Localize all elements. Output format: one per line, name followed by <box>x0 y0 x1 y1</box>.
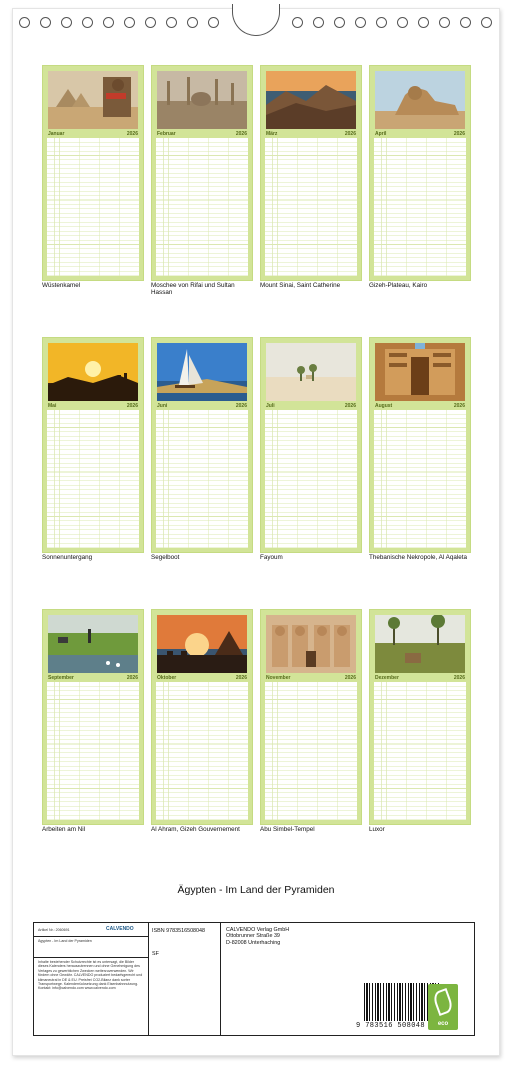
photo-caption: Moschee von Rifai und Sultan Hassan <box>151 282 235 297</box>
desert-sunset-photo <box>48 343 138 401</box>
photo-caption: Fayoum <box>260 554 283 561</box>
felucca-nile-photo <box>157 343 247 401</box>
binding-ring <box>334 17 345 28</box>
nile-farming-photo <box>48 615 138 673</box>
photo-caption: Mount Sinai, Saint Catherine <box>260 282 341 289</box>
month-name: März <box>266 131 278 137</box>
month-panel-september <box>42 609 144 825</box>
camel-pyramids-photo <box>48 71 138 129</box>
month-header <box>47 402 139 410</box>
month-panel-dezember <box>369 609 471 825</box>
sphinx-photo <box>375 71 465 129</box>
month-name: Juli <box>266 403 275 409</box>
day-grid <box>156 138 248 276</box>
binding-ring <box>460 17 471 28</box>
product-code: SF <box>152 951 159 957</box>
binding-ring <box>187 17 198 28</box>
month-year: 2026 <box>453 403 465 409</box>
month-header <box>265 402 357 410</box>
month-year: 2026 <box>126 131 138 137</box>
month-name: Oktober <box>157 675 177 681</box>
spiral-binding <box>0 0 512 40</box>
month-name: Dezember <box>375 675 399 681</box>
abu-simbel-statues-photo <box>266 615 356 673</box>
mosque-cityscape-photo <box>157 71 247 129</box>
binding-ring <box>166 17 177 28</box>
binding-ring <box>61 17 72 28</box>
binding-ring <box>145 17 156 28</box>
calendar-title: Ägypten - Im Land der Pyramiden <box>177 884 335 896</box>
photo-caption: Arbeiten am Nil <box>42 826 86 833</box>
month-year: 2026 <box>344 131 356 137</box>
luxor-palms-photo <box>375 615 465 673</box>
month-header <box>374 674 466 682</box>
day-grid <box>265 410 357 548</box>
month-name: November <box>266 675 291 681</box>
day-grid <box>374 682 466 820</box>
binding-ring <box>292 17 303 28</box>
photo-caption: Sonnenuntergang <box>42 554 93 561</box>
month-year: 2026 <box>126 403 138 409</box>
month-panel-august <box>369 337 471 553</box>
month-year: 2026 <box>453 131 465 137</box>
month-name: September <box>48 675 74 681</box>
photo-caption: Luxor <box>369 826 385 833</box>
month-year: 2026 <box>344 675 356 681</box>
month-header <box>265 674 357 682</box>
month-year: 2026 <box>344 403 356 409</box>
month-name: Februar <box>157 131 176 137</box>
month-panel-juli <box>260 337 362 553</box>
binding-ring <box>418 17 429 28</box>
month-name: Mai <box>48 403 57 409</box>
month-panel-oktober <box>151 609 253 825</box>
day-grid <box>47 138 139 276</box>
month-name: April <box>375 131 387 137</box>
month-name: August <box>375 403 393 409</box>
article-number: Artikel Nr.: 2060691 <box>38 928 70 932</box>
photo-caption: Thebanische Nekropole, Al Aqaleta <box>369 554 468 561</box>
month-name: Juni <box>157 403 168 409</box>
binding-ring <box>397 17 408 28</box>
binding-ring <box>208 17 219 28</box>
month-header <box>374 402 466 410</box>
binding-ring <box>313 17 324 28</box>
month-header <box>47 130 139 138</box>
month-year: 2026 <box>235 403 247 409</box>
binding-ring <box>82 17 93 28</box>
month-header <box>374 130 466 138</box>
month-panel-april <box>369 65 471 281</box>
day-grid <box>374 138 466 276</box>
month-panel-juni <box>151 337 253 553</box>
day-grid <box>47 682 139 820</box>
hanger-cutout <box>232 4 280 36</box>
month-year: 2026 <box>235 675 247 681</box>
footer-product-name: Ägypten - Im Land der Pyramiden <box>38 939 92 943</box>
photo-caption: Gizeh-Plateau, Kairo <box>369 282 428 289</box>
month-header <box>47 674 139 682</box>
photo-caption: Abu Simbel-Tempel <box>260 826 315 833</box>
month-year: 2026 <box>235 131 247 137</box>
day-grid <box>374 410 466 548</box>
publisher-address: CALVENDO Verlag GmbH Ottobrunner Straße 39 D-82008 Unterhaching <box>226 927 290 946</box>
binding-ring <box>481 17 492 28</box>
eco-label-icon: eco <box>428 984 458 1030</box>
binding-ring <box>103 17 114 28</box>
month-header <box>265 130 357 138</box>
day-grid <box>156 410 248 548</box>
mountain-sunrise-photo <box>266 71 356 129</box>
barcode-number: 9 783516 508048 <box>356 1022 426 1030</box>
photo-caption: Wüstenkamel <box>42 282 81 289</box>
product-footer <box>33 922 475 1036</box>
month-header <box>156 130 248 138</box>
photo-caption: Al Ahram, Gizeh Gouvernement <box>151 826 240 833</box>
binding-ring <box>439 17 450 28</box>
isbn: ISBN 9783516508048 <box>152 928 206 934</box>
month-name: Januar <box>48 131 65 137</box>
footer-left-column <box>34 923 149 1035</box>
binding-ring <box>40 17 51 28</box>
month-header <box>156 674 248 682</box>
tomb-hieroglyphs-photo <box>375 343 465 401</box>
day-grid <box>156 682 248 820</box>
calvendo-logo: CALVENDO <box>106 926 134 932</box>
month-year: 2026 <box>126 675 138 681</box>
photo-caption: Segelboot <box>151 554 180 561</box>
month-panel-mai <box>42 337 144 553</box>
desert-oasis-photo <box>266 343 356 401</box>
day-grid <box>265 682 357 820</box>
day-grid <box>47 410 139 548</box>
month-header <box>156 402 248 410</box>
day-grid <box>265 138 357 276</box>
binding-ring <box>355 17 366 28</box>
month-panel-märz <box>260 65 362 281</box>
month-year: 2026 <box>453 675 465 681</box>
camel-caravan-sunset-photo <box>157 615 247 673</box>
month-panel-januar <box>42 65 144 281</box>
month-panel-februar <box>151 65 253 281</box>
binding-ring <box>376 17 387 28</box>
legal-text: Inhalte bestehender Schutzrechte ist es untersagt, die Bilder dieses Kalenders herauszutrennen und ohne Genehmigung des Verlages zu gewerblichen Zwecken weiterzuverwenden. Wir fördern ohne Gewähr. CALVENDO produziert bedarfsgerecht und klimaneutral in DE & EU. Preisfrei CO2-Bilanz dank sorter Transportwege. Kalenderrücksetzung dank Eisenbahnnutzung. Kontakt: info@calvendo.com www.calvendo.com <box>38 960 143 991</box>
month-panel-november <box>260 609 362 825</box>
binding-ring <box>19 17 30 28</box>
footer-isbn-column <box>149 923 221 1035</box>
binding-ring <box>124 17 135 28</box>
